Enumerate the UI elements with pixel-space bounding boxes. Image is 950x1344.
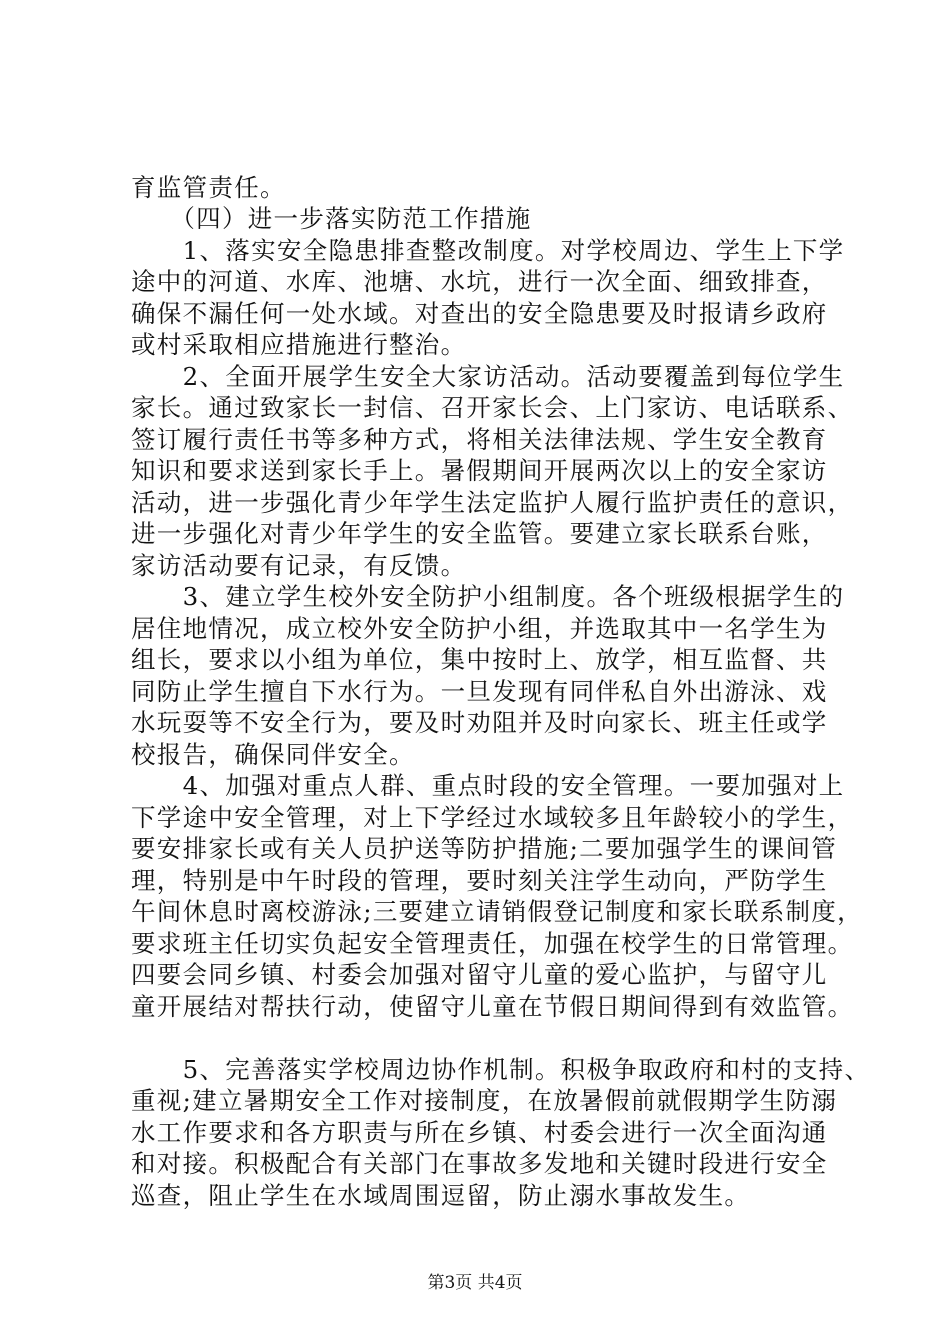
text-line: 水玩耍等不安全行为，要及时劝阻并及时向家长、班主任或学 — [131, 708, 828, 737]
text-line: 居住地情况，成立校外安全防护小组，并选取其中一名学生为 — [131, 614, 828, 643]
text-line: 家长。通过致家长一封信、召开家长会、上门家访、电话联系、 — [131, 393, 854, 422]
text-line: 途中的河道、水库、池塘、水坑，进行一次全面、细致排查， — [131, 267, 828, 296]
text-line: 确保不漏任何一处水域。对查出的安全隐患要及时报请乡政府 — [131, 299, 828, 328]
text-line: 育监管责任。 — [131, 173, 286, 202]
section-heading: （四）进一步落实防范工作措施 — [131, 204, 532, 233]
text-line: 重视;建立暑期安全工作对接制度，在放暑假前就假期学生防溺 — [131, 1086, 838, 1115]
text-line: 活动，进一步强化青少年学生法定监护人履行监护责任的意识， — [131, 488, 854, 517]
text-line: 午间休息时离校游泳;三要建立请销假登记制度和家长联系制度， — [131, 897, 863, 926]
text-line: 知识和要求送到家长手上。暑假期间开展两次以上的安全家访 — [131, 456, 828, 485]
text-line: 四要会同乡镇、村委会加强对留守儿童的爱心监护，与留守儿 — [131, 960, 828, 989]
text-line: 5、完善落实学校周边协作机制。积极争取政府和村的支持、 — [131, 1055, 871, 1084]
text-line: 或村采取相应措施进行整治。 — [131, 330, 467, 359]
text-line: 签订履行责任书等多种方式，将相关法律法规、学生安全教育 — [131, 425, 828, 454]
text-line: 1、落实安全隐患排查整改制度。对学校周边、学生上下学 — [131, 236, 845, 265]
text-line: 进一步强化对青少年学生的安全监管。要建立家长联系台账， — [131, 519, 828, 548]
text-line: 下学途中安全管理，对上下学经过水域较多且年龄较小的学生， — [131, 803, 854, 832]
text-line: 2、全面开展学生安全大家访活动。活动要覆盖到每位学生 — [131, 362, 845, 391]
text-line: 家访活动要有记录，有反馈。 — [131, 551, 467, 580]
page-number-footer: 第3页 共4页 — [427, 1273, 523, 1293]
text-line: 校报告，确保同伴安全。 — [131, 740, 415, 769]
text-line: 要求班主任切实负起安全管理责任，加强在校学生的日常管理。 — [131, 929, 854, 958]
text-line: 理，特别是中午时段的管理，要时刻关注学生动向，严防学生 — [131, 866, 828, 895]
text-line: 4、加强对重点人群、重点时段的安全管理。一要加强对上 — [131, 771, 845, 800]
text-line: 水工作要求和各方职责与所在乡镇、村委会进行一次全面沟通 — [131, 1118, 828, 1147]
text-line: 同防止学生擅自下水行为。一旦发现有同伴私自外出游泳、戏 — [131, 677, 828, 706]
text-line: 巡查，阻止学生在水域周围逗留，防止溺水事故发生。 — [131, 1181, 751, 1210]
text-line: 要安排家长或有关人员护送等防护措施;二要加强学生的课间管 — [131, 834, 838, 863]
text-line: 和对接。积极配合有关部门在事故多发地和关键时段进行安全 — [131, 1149, 828, 1178]
text-line: 3、建立学生校外安全防护小组制度。各个班级根据学生的 — [131, 582, 845, 611]
text-line: 童开展结对帮扶行动，使留守儿童在节假日期间得到有效监管。 — [131, 992, 854, 1021]
text-line: 组长，要求以小组为单位，集中按时上、放学，相互监督、共 — [131, 645, 828, 674]
